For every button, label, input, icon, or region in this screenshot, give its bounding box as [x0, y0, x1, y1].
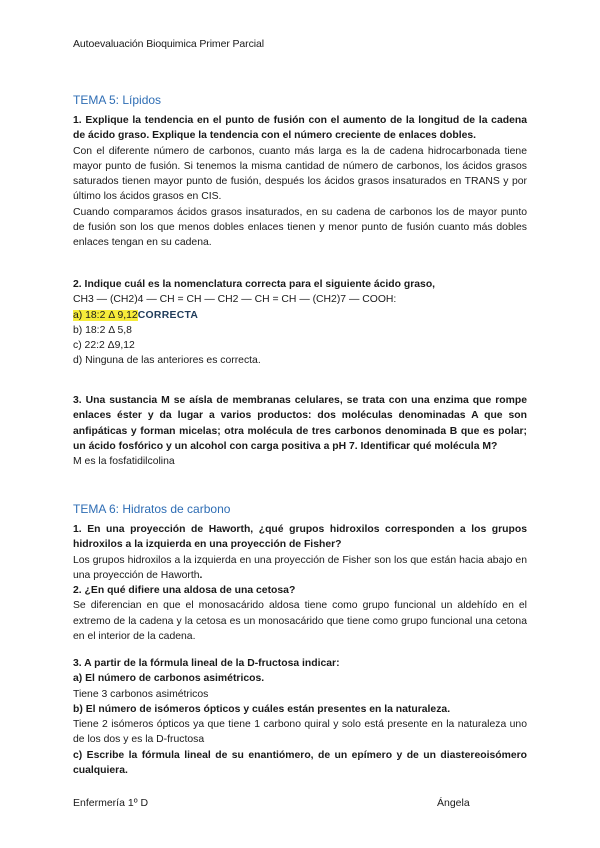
tema5-q2-question: 2. Indique cuál es la nomenclatura correcta para el siguiente ácido graso,: [73, 279, 436, 290]
tema6-q2-answer: Se diferencian en que el monosacárido aldosa tiene como grupo funcional un aldehído en el extremo de la cadena y la cetosa es un monosacárido que tiene como grupo funcional una cetona en el interior de la cadena.: [73, 600, 527, 643]
tema6-q1-answer-text: Los grupos hidroxilos a la izquierda en una proyección de Fisher son los que están hacia abajo en una proyección de Haworth: [73, 554, 527, 581]
option-c: c) 22:2 Δ9,12: [73, 340, 135, 352]
footer-course: Enfermería 1º D: [73, 797, 149, 809]
tema5-q3-answer: M es la fosfatidilcolina: [73, 456, 175, 468]
tema6-q3b-answer: Tiene 2 isómeros ópticos ya que tiene 1 carbono quiral y solo está presente en la naturaleza uno de los dos y es la D-fructosa: [73, 719, 527, 746]
tema5-q1-question: 1. Explique la tendencia en el punto de fusión con el aumento de la longitud de la cadena de ácido graso. Explique la tendencia con el número creciente de enlaces dobles.: [73, 115, 527, 142]
tema6-q3-question: 3. A partir de la fórmula lineal de la D-fructosa indicar:: [73, 658, 340, 669]
tema5-q3: [73, 393, 527, 469]
tema6-q1: [73, 522, 527, 644]
tema6-q1-question: 1. En una proyección de Haworth, ¿qué grupos hidroxilos corresponden a los grupos hidroxilos a la izquierda en una proyección de Fisher?: [73, 524, 527, 551]
option-a: [73, 308, 527, 323]
tema5-q3-question: 3. Una sustancia M se aísla de membranas celulares, se trata con una enzima que rompe enlaces éster y da lugar a varios productos: dos moléculas denominadas A que son anfipáticas y forman micelas; otra molécula de tres carbonos denominada B que es polar; un ácido fosfórico y un alcohol con carga positiva a pH 7. Identificar qué molécula M?: [73, 395, 527, 452]
section-title-tema6: TEMA 6: Hidratos de carbono: [73, 502, 231, 516]
fatty-acid-formula: CH3 — (CH2)4 — CH = CH — CH2 — CH = CH — (CH2)7 — COOH:: [73, 294, 397, 306]
tema5-q1-answer-p2: Cuando comparamos ácidos grasos insaturados, en su cadena de carbonos los de mayor punto de fusión son los que menos dobles enlaces tienen y menor punto de fusión cuanto más dobles enlaces tengan en su cadena.: [73, 206, 527, 249]
option-d: d) Ninguna de las anteriores es correcta.: [73, 355, 261, 367]
tema6-q3c-question: c) Escribe la fórmula lineal de su enantiómero, de un epímero y de un diastereoisómero cualquiera.: [73, 749, 527, 777]
tema6-q1-answer-end: .: [199, 569, 203, 581]
tema6-q3a-question: a) El número de carbonos asimétricos.: [73, 673, 265, 685]
tema5-q1-answer-p1: Con el diferente número de carbonos, cuanto más larga es la de cadena hidrocarbonada tiene mayor punto de fusión. Si tenemos la misma cantidad de número de carbonos, los ácidos grasos saturados tienen mayor punto de fusión, después los ácidos grasos insaturados en TRANS y por último los ácidos grasos en CIS.: [73, 145, 527, 203]
tema6-q2-question: 2. ¿En qué difiere una aldosa de una cetosa?: [73, 585, 296, 597]
tema6-q1-answer: [73, 553, 527, 584]
tema5-q2: [73, 277, 527, 369]
page-header: Autoevaluación Bioquimica Primer Parcial: [73, 38, 264, 50]
footer-author: Ángela: [437, 797, 470, 809]
tema5-q1: [73, 113, 527, 251]
section-title-tema5: TEMA 5: Lípidos: [73, 93, 162, 107]
correct-label: CORRECTA: [137, 309, 199, 321]
tema6-q3b-question: b) El número de isómeros ópticos y cuáles están presentes en la naturaleza.: [73, 703, 451, 715]
tema6-q3a-answer: Tiene 3 carbonos asimétricos: [73, 688, 209, 700]
option-a-text: a) 18:2 Δ 9,12: [73, 309, 138, 321]
option-b: b) 18:2 Δ 5,8: [73, 324, 132, 336]
tema6-q3: [73, 656, 527, 778]
